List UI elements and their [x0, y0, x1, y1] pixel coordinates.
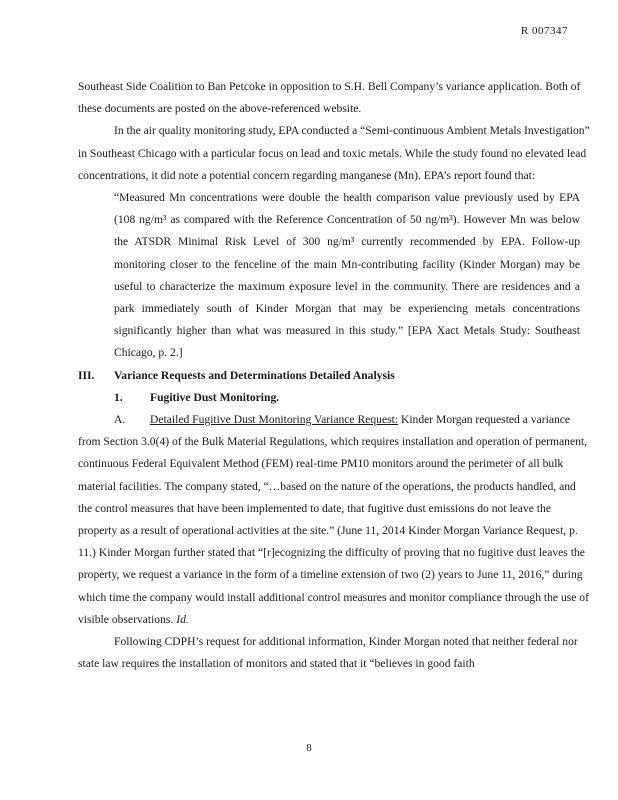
- section-title: Variance Requests and Determinations Detailed Analysis: [114, 368, 395, 382]
- paragraph-cdph-request: Following CDPH’s request for additional information, Kinder Morgan noted that neither federal nor state law requires the installation of monitors and stated that it “believes in good faith: [78, 635, 578, 671]
- item-label: A.: [114, 413, 126, 427]
- subsection-heading-1: [78, 387, 590, 409]
- paragraph-epa-study: In the air quality monitoring study, EPA conducted a “Semi-continuous Ambient Metals Investigation” in Southeast Chicago with a particular focus on lead and toxic metals. While the study found no elevated lead concentrations, it did note a potential concern regarding manganese (Mn). EPA’s report found that:: [78, 124, 590, 182]
- section-number: III.: [78, 368, 95, 382]
- subsection-title: Fugitive Dust Monitoring.: [150, 390, 280, 404]
- item-a-underlined-title: Detailed Fugitive Dust Monitoring Variance Request:: [150, 413, 399, 427]
- item-a-text: Kinder Morgan requested a variance from Section 3.0(4) of the Bulk Material Regulations, which requires installation and operation of permanent, continuous Federal Equivalent Method (FEM) real-time PM10 monitors around the perimeter of all bulk material facilities. The company stated, “…based on the nature of the operations, the products handled, and the control measures that have been implemented to date, that fugitive dust emissions do not leave the property as a result of operational activities at the site.” (June 11, 2014 Kinder Morgan Variance Request, p. 11.) Kinder Morgan further stated that “[r]ecognizing the difficulty of proving that no fugitive dust leaves the property, we request a variance in the form of a timeline extension of two (2) years to June 11, 2016,” during which time the company would install additional control measures and monitor compliance through the use of visible observations.: [78, 413, 589, 626]
- paragraph-item-a: [78, 409, 590, 631]
- subsection-number: 1.: [114, 390, 123, 404]
- section-heading-iii: [78, 365, 590, 387]
- bates-number: R 007347: [520, 25, 568, 37]
- citation-id: Id.: [176, 612, 189, 626]
- block-quote-epa-report: “Measured Mn concentrations were double the health comparison value previously used by EPA (108 ng/m³ as compared with the Reference Concentration of 50 ng/m³). However Mn was below the ATSDR Minimal Risk Level of 300 ng/m³ currently recommended by EPA. Follow-up monitoring closer to the fenceline of the main Mn-contributing facility (Kinder Morgan) may be useful to characterize the maximum exposure level in the community. There are residences and a park immediately south of Kinder Morgan that may be experiencing metals concentrations significantly higher than what was measured in this study.” [EPA Xact Metals Study: Southeast Chicago, p. 2.]: [114, 191, 580, 360]
- document-body: [78, 76, 590, 675]
- paragraph-continuation: Southeast Side Coalition to Ban Petcoke in opposition to S.H. Bell Company’s variance application. Both of these documents are posted on the above-referenced website.: [78, 80, 581, 116]
- page-number: 8: [306, 742, 312, 754]
